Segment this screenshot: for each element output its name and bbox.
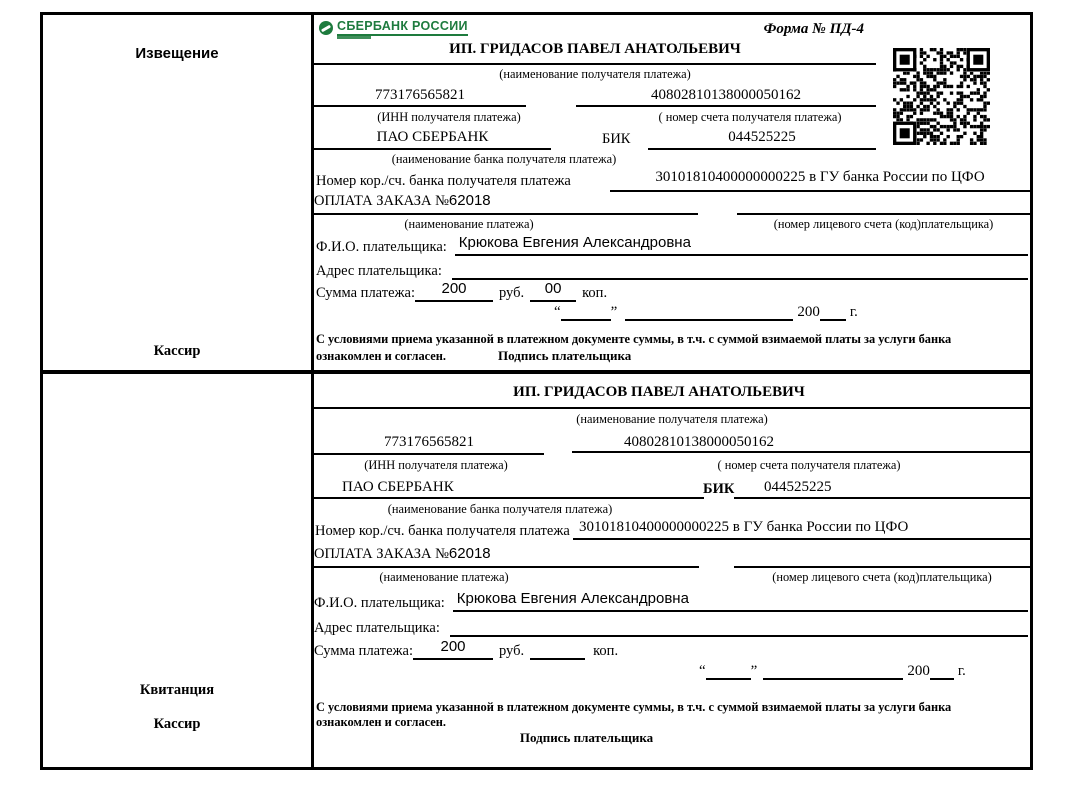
date-line	[699, 662, 966, 680]
bik-label: БИК	[703, 481, 735, 497]
notice-body	[314, 15, 1030, 370]
agreement-line1: С условиями приема указанной в платежном документе суммы, в т.ч. с суммой взимаемой платы за услуги банка	[316, 700, 952, 714]
sberbank-logo-icon	[319, 21, 333, 35]
receipt-cashier-label: Кассир	[153, 716, 201, 732]
agreement-line1: С условиями приема указанной в платежном документе суммы, в т.ч. с суммой взимаемой платы за услуги банка	[316, 332, 952, 346]
kop-label: коп.	[593, 643, 619, 659]
payment-purpose	[314, 192, 698, 215]
payment-purpose	[314, 545, 699, 568]
account-caption: ( номер счета получателя платежа)	[717, 458, 901, 472]
payee-name: ИП. ГРИДАСОВ ПАВЕЛ АНАТОЛЬЕВИЧ	[513, 384, 805, 400]
amount-kop-value: 00	[530, 280, 576, 302]
amount-rub-value: 200	[413, 638, 493, 660]
payer-address-value	[452, 258, 1028, 280]
payer-fio-label: Ф.И.О. плательщика:	[314, 595, 445, 611]
rub-label: руб.	[499, 643, 525, 659]
sberbank-logo-text: СБЕРБАНК РОССИИ	[337, 19, 468, 36]
notice-cashier-label: Кассир	[153, 343, 201, 359]
bank-name-value: ПАО СБЕРБАНК	[314, 479, 704, 499]
payer-fio-row	[316, 236, 1028, 256]
personal-account-caption: (номер лицевого счета (код)плательщика)	[773, 217, 994, 231]
corr-account-value: 30101810400000000225 в ГУ банка России по ЦФО	[573, 519, 1030, 540]
personal-account-caption: (номер лицевого счета (код)плательщика)	[772, 570, 992, 584]
payer-fio-label: Ф.И.О. плательщика:	[316, 239, 447, 255]
corr-account-label: Номер кор./сч. банка получателя платежа	[315, 523, 570, 539]
quote-open: “	[699, 663, 706, 679]
rub-label: руб.	[499, 285, 525, 301]
bik-label: БИК	[602, 131, 631, 147]
payer-address-label: Адрес плательщика:	[314, 620, 440, 636]
amount-kop-value	[530, 638, 585, 660]
agreement-line2-row	[316, 347, 631, 365]
sberbank-logo	[319, 19, 468, 36]
inn-caption: (ИНН получателя платежа)	[364, 458, 508, 472]
personal-account-blank	[737, 192, 1030, 215]
notice-title: Извещение	[135, 45, 219, 62]
payment-purpose-label: ОПЛАТА ЗАКАЗА №	[314, 193, 449, 209]
inn-caption: (ИНН получателя платежа)	[377, 110, 521, 124]
payment-caption: (наименование платежа)	[379, 570, 509, 584]
quote-close: ”	[610, 304, 618, 320]
form-number-label: Форма № ПД-4	[763, 21, 864, 37]
payment-purpose-number: 62018	[448, 192, 491, 209]
quote-close: ”	[750, 663, 758, 679]
receipt-left-column	[43, 374, 314, 767]
agreement-line2: ознакомлен и согласен.	[316, 349, 447, 363]
bank-caption: (наименование банка получателя платежа)	[387, 502, 613, 516]
date-day-blank	[706, 660, 751, 680]
payer-address-row	[316, 260, 1028, 280]
kop-label: коп.	[582, 285, 608, 301]
bik-value: 044525225	[734, 479, 1030, 499]
sberbank-logo-tagline	[337, 36, 371, 39]
payee-name: ИП. ГРИДАСОВ ПАВЕЛ АНАТОЛЬЕВИЧ	[449, 41, 741, 57]
date-month-blank	[763, 660, 903, 680]
bank-name-value: ПАО СБЕРБАНК	[314, 129, 551, 150]
bank-caption: (наименование банка получателя платежа)	[391, 152, 617, 166]
date-year-prefix: 200	[907, 663, 930, 679]
date-year-blank	[820, 301, 846, 321]
date-year-prefix: 200	[797, 304, 820, 320]
payee-caption: (наименование получателя платежа)	[499, 67, 691, 81]
payment-form-pd4	[40, 12, 1033, 770]
payer-fio-value: Крюкова Евгения Александровна	[453, 590, 1028, 612]
notice-left-column	[43, 15, 314, 370]
payer-address-value	[450, 615, 1028, 637]
payee-rule	[314, 407, 1030, 409]
payee-caption: (наименование получателя платежа)	[576, 412, 768, 426]
payment-caption: (наименование платежа)	[404, 217, 534, 231]
amount-label: Сумма платежа:	[314, 643, 413, 659]
personal-account-blank	[734, 545, 1030, 568]
payer-fio-value: Крюкова Евгения Александровна	[455, 234, 1028, 256]
payee-rule	[314, 63, 876, 65]
corr-account-label: Номер кор./сч. банка получателя платежа	[316, 173, 571, 189]
date-line	[554, 303, 858, 321]
agreement-line2: ознакомлен и согласен.	[316, 715, 447, 729]
amount-row	[316, 282, 607, 302]
amount-row	[314, 640, 618, 660]
payer-signature-label: Подпись плательщика	[519, 730, 654, 745]
payment-purpose-label: ОПЛАТА ЗАКАЗА №	[314, 546, 449, 562]
receipt-body	[314, 374, 1030, 767]
payer-signature-label: Подпись плательщика	[498, 348, 632, 363]
payer-fio-row	[314, 592, 1028, 612]
date-year-suffix: г.	[957, 663, 966, 679]
corr-account-value: 30101810400000000225 в ГУ банка России по ЦФО	[610, 169, 1030, 192]
date-year-blank	[930, 660, 954, 680]
date-year-suffix: г.	[849, 304, 858, 320]
payer-address-row	[314, 617, 1028, 637]
account-caption: ( номер счета получателя платежа)	[658, 110, 842, 124]
receipt-title: Квитанция	[139, 682, 215, 698]
account-value: 40802810138000050162	[576, 87, 876, 107]
date-month-blank	[625, 301, 793, 321]
account-value: 40802810138000050162	[572, 434, 1030, 453]
bik-value: 044525225	[648, 129, 876, 150]
receipt-section	[43, 374, 1030, 767]
amount-rub-value: 200	[415, 280, 493, 302]
qr-code	[893, 48, 990, 145]
amount-label: Сумма платежа:	[316, 285, 415, 301]
quote-open: “	[554, 304, 561, 320]
inn-value: 773176565821	[314, 434, 544, 455]
inn-value: 773176565821	[314, 87, 526, 107]
notice-section	[43, 15, 1030, 374]
payment-purpose-number: 62018	[448, 545, 491, 562]
payer-address-label: Адрес плательщика:	[316, 263, 442, 279]
date-day-blank	[561, 301, 611, 321]
